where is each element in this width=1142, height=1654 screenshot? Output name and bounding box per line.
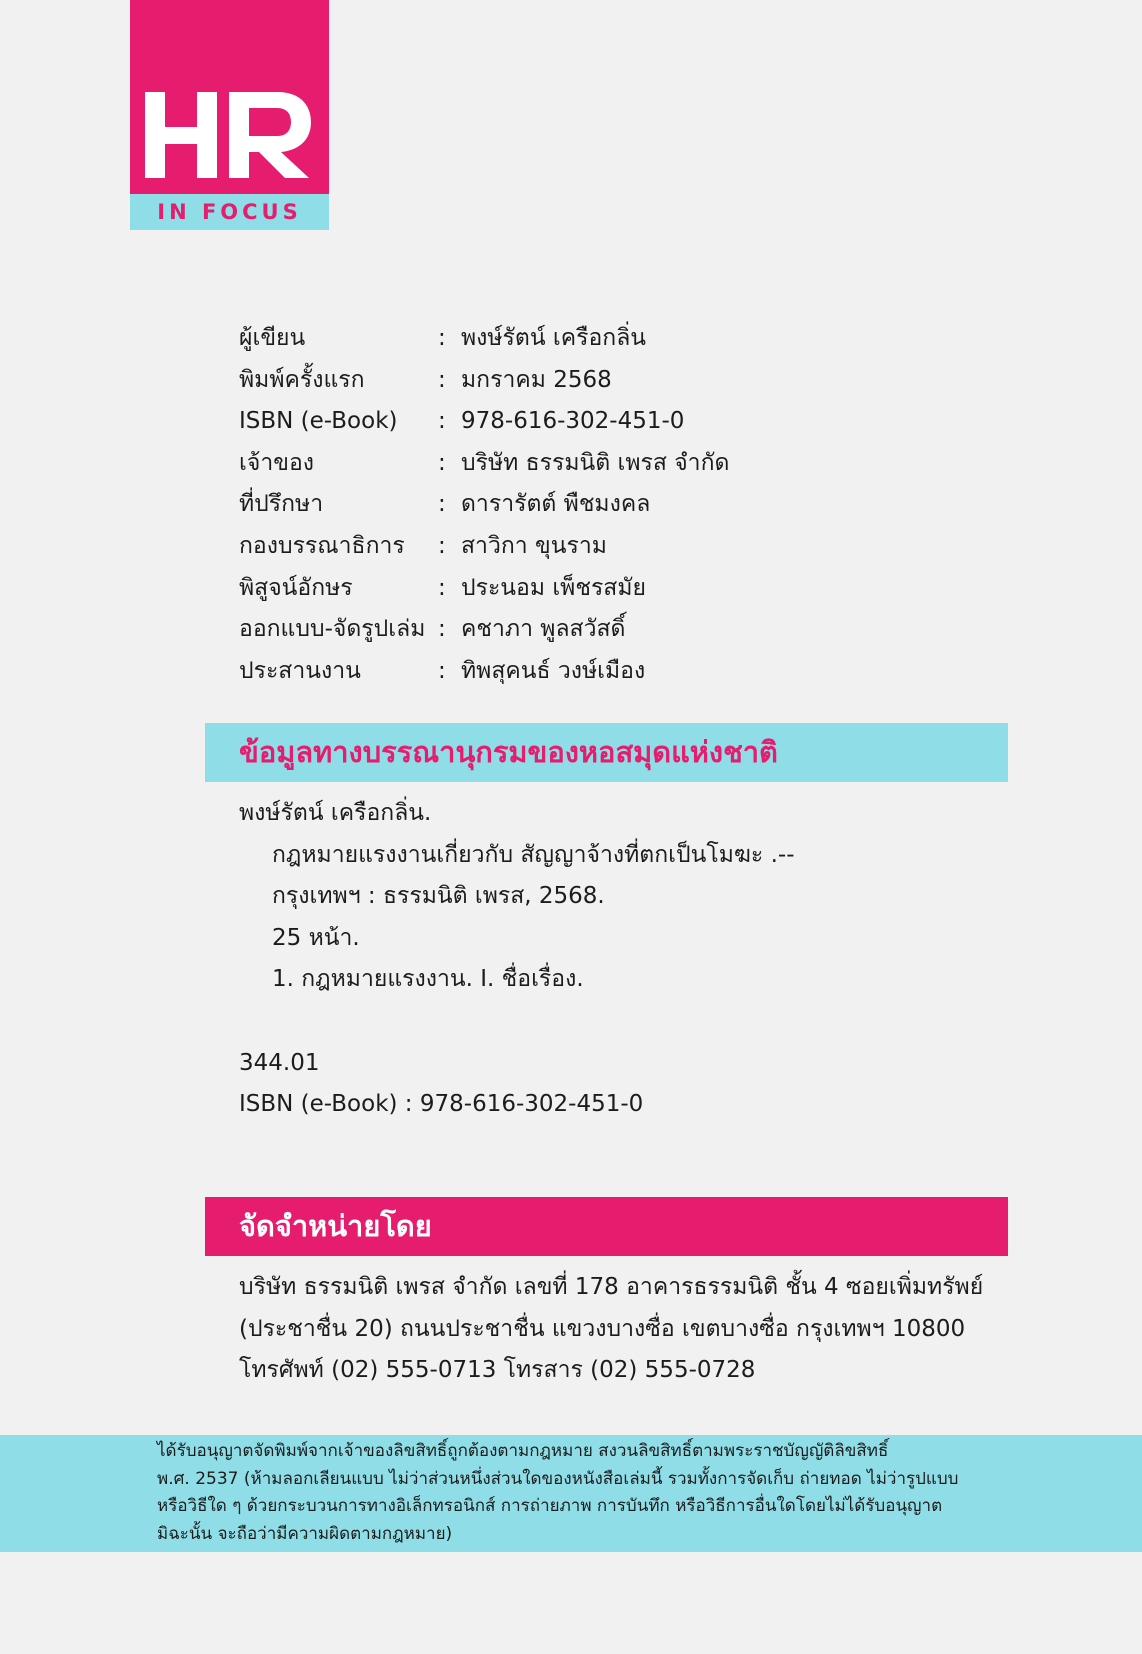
credit-separator: : (438, 574, 446, 601)
credit-value: สาวิกา ขุนราม (461, 532, 607, 559)
credit-value: ประนอม เพ็ชรสมัย (461, 574, 646, 601)
credit-separator: : (438, 449, 446, 476)
cip-record (239, 793, 1019, 1126)
distribution-line: (ประชาชื่น 20) ถนนประชาชื่น แขวงบางซื่อ เขตบางซื่อ กรุงเทพฯ 10800 (239, 1315, 966, 1342)
cip-pages-line: 25 หน้า. (272, 924, 360, 951)
credit-label: ผู้เขียน (239, 325, 306, 351)
cip-classification: 344.01 (239, 1049, 320, 1076)
hr-in-focus-logo (130, 0, 329, 230)
distribution-heading: จัดจำหน่ายโดย (205, 1197, 1008, 1256)
credit-separator: : (438, 366, 446, 393)
credit-separator: : (438, 325, 446, 351)
credit-value: พงษ์รัตน์ เครือกลิ่น (461, 325, 647, 351)
credit-label: ISBN (e-Book) (239, 408, 398, 435)
cip-subject-line: 1. กฎหมายแรงงาน. I. ชื่อเรื่อง. (272, 966, 584, 993)
distribution-address (239, 1267, 1029, 1392)
credit-label: ที่ปรึกษา (239, 491, 324, 518)
cip-publisher-line: กรุงเทพฯ : ธรรมนิติ เพรส, 2568. (272, 883, 605, 910)
credit-label: เจ้าของ (239, 449, 315, 476)
copyright-line: หรือวิธีใด ๆ ด้วยกระบวนการทางอิเล็กทรอนิกส์ การถ่ายภาพ การบันทึก หรือวิธีการอื่นใดโดยไม่ได้รับอนุญาต (157, 1496, 943, 1516)
credit-value: 978-616-302-451-0 (461, 408, 685, 435)
logo-hr-lettermark (145, 72, 315, 182)
copyright-line: มิฉะนั้น จะถือว่ามีความผิดตามกฎหมาย) (157, 1523, 453, 1544)
credit-value: มกราคม 2568 (461, 366, 612, 393)
copyright-line: พ.ศ. 2537 (ห้ามลอกเลียนแบบ ไม่ว่าส่วนหนึ่งส่วนใดของหนังสือเล่มนี้ รวมทั้งการจัดเก็บ ถ่ายทอด ไม่ว่ารูปแบบ (157, 1468, 959, 1489)
credit-value: ดารารัตต์ พืชมงคล (461, 491, 651, 518)
credit-label: พิสูจน์อักษร (239, 574, 353, 601)
credit-label: กองบรรณาธิการ (239, 532, 405, 559)
cip-author: พงษ์รัตน์ เครือกลิ่น. (239, 800, 432, 826)
credit-separator: : (438, 491, 446, 518)
credit-value: คชาภา พูลสวัสดิ์ (461, 616, 626, 643)
cip-heading: ข้อมูลทางบรรณานุกรมของหอสมุดแห่งชาติ (205, 723, 1008, 782)
distribution-phone-line: โทรศัพท์ (02) 555-0713 โทรสาร (02) 555-0728 (239, 1357, 756, 1384)
credit-label: พิมพ์ครั้งแรก (239, 366, 365, 393)
cip-isbn: ISBN (e-Book) : 978-616-302-451-0 (239, 1091, 644, 1118)
credit-separator: : (438, 616, 446, 643)
credit-value: ทิพสุคนธ์ วงษ์เมือง (461, 657, 646, 684)
copyright-notice (0, 1435, 1142, 1552)
credit-separator: : (438, 408, 446, 435)
credit-label: ออกแบบ-จัดรูปเล่ม (239, 616, 426, 643)
distribution-line: บริษัท ธรรมนิติ เพรส จำกัด เลขที่ 178 อาคารธรรมนิติ ชั้น 4 ซอยเพิ่มทรัพย์ (239, 1274, 984, 1300)
logo-subtitle: IN FOCUS (157, 200, 302, 224)
credit-value: บริษัท ธรรมนิติ เพรส จำกัด (461, 449, 730, 476)
cip-spacer (239, 1001, 1019, 1043)
credit-separator: : (438, 532, 446, 559)
copyright-line: ได้รับอนุญาตจัดพิมพ์จากเจ้าของลิขสิทธิ์ถูกต้องตามกฎหมาย สงวนลิขสิทธิ์ตามพระราชบัญญัติลิขสิทธิ์ (157, 1441, 889, 1461)
credit-label: ประสานงาน (239, 657, 361, 684)
cip-title-line: กฎหมายแรงงานเกี่ยวกับ สัญญาจ้างที่ตกเป็นโมฆะ .-- (272, 841, 795, 868)
credit-separator: : (438, 657, 446, 684)
